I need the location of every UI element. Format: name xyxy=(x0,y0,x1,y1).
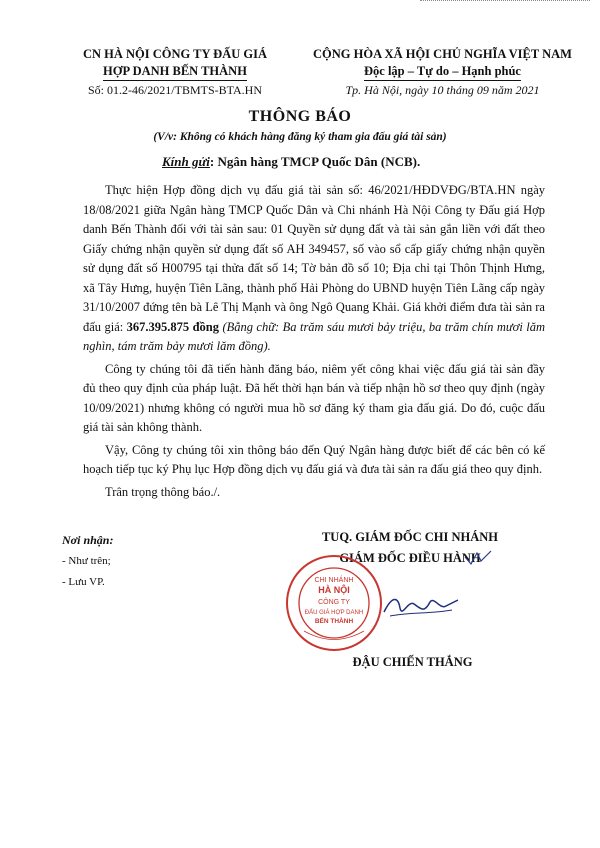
paragraph-3: Vậy, Công ty chúng tôi xin thông báo đến Quý Ngân hàng được biết để các bên có kế hoạch tiếp tục ký Phụ lục Hợp đồng dịch vụ đấu giá và đưa tài sản ra đấu giá theo quy định. xyxy=(83,442,545,476)
recipient-item: - Lưu VP. xyxy=(62,576,105,588)
initial-check-mark xyxy=(463,549,493,567)
paragraph-2: Công ty chúng tôi đã tiến hành đăng báo, niêm yết công khai việc đấu giá tài sản đầy đủ theo quy định của pháp luật. Đã hết thời hạn bán và tiếp nhận hồ sơ theo quy định (ngày 10/09/2021) nhưng không có người mua hồ sơ đăng ký tham gia đấu giá. Do đó, cuộc đấu giá tài sản không thành. xyxy=(83,361,545,434)
starting-price: 367.395.875 đồng xyxy=(126,319,220,334)
paragraph-4: Trân trọng thông báo./. xyxy=(105,484,221,499)
signature-position: GIÁM ĐỐC ĐIỀU HÀNH xyxy=(339,551,481,565)
seal-line-2: HÀ NỘI xyxy=(318,585,350,595)
company-seal xyxy=(284,553,384,653)
seal-line-5: BẾN THÀNH xyxy=(314,618,354,625)
greeting-recipient: : Ngân hàng TMCP Quốc Dân (NCB). xyxy=(209,154,421,169)
issue-date: Tp. Hà Nội, ngày 10 tháng 09 năm 2021 xyxy=(345,83,540,97)
document-title: THÔNG BÁO xyxy=(248,108,352,125)
header-right xyxy=(300,46,585,99)
recipient-item: - Như trên; xyxy=(62,555,111,567)
handwritten-signature xyxy=(380,590,460,622)
document-number: Số: 01.2-46/2021/TBMTS-BTA.HN xyxy=(87,83,263,97)
seal-line-3: CÔNG TY xyxy=(318,599,350,606)
seal-line-1: CHI NHÁNH xyxy=(314,577,354,584)
recipients-heading: Nơi nhận: xyxy=(62,533,114,547)
price-in-words: (Bằng chữ: Ba trăm sáu mươi bảy triệu, ba trăm chín mươi lăm nghìn, tám trăm bảy mươi lăm đồng). xyxy=(83,319,546,353)
signature-authority: TUQ. GIÁM ĐỐC CHI NHÁNH xyxy=(321,530,499,544)
nation-motto: Độc lập – Tự do – Hạnh phúc xyxy=(364,63,521,81)
body xyxy=(83,181,545,505)
paragraph-1 xyxy=(83,181,545,357)
greeting xyxy=(162,154,420,170)
top-edge-dots xyxy=(420,0,590,5)
nation-title: CỘNG HÒA XÃ HỘI CHỦ NGHĨA VIỆT NAM xyxy=(313,47,572,61)
recipients-block xyxy=(62,530,113,593)
document-subject: (V/v: Không có khách hàng đăng ký tham gia đấu giá tài sản) xyxy=(153,131,447,143)
paragraph-1-text: Thực hiện Hợp đồng dịch vụ đấu giá tài sản số: 46/2021/HĐDVĐG/BTA.HN ngày 18/08/2021 giữa Ngân hàng TMCP Quốc Dân và Chi nhánh Hà Nội Công ty Đấu giá Hợp danh Bến Thành đối với tài sản sau: 01 Quyền sử dụng đất và tài sản gắn liền với đất theo Giấy chứng nhận quyền sử dụng đất số AH 349457, số vào sổ cấp giấy chứng nhận quyền sử dụng đất số H00795 tại thửa đất số 14; Tờ bản đồ số 10; Địa chỉ tại Thôn Thịnh Hưng, xã Tây Hưng, huyện Tiên Lãng, thành phố Hải Phòng do UBND huyện Tiên Lãng cấp ngày 31/10/2007 đứng tên bà Lê Thị Mạnh và ông Ngô Quang Khải. Giá khởi điểm đưa tài sản ra đấu giá: xyxy=(83,183,545,334)
signer-name: ĐẬU CHIẾN THẮNG xyxy=(352,655,473,669)
header-left xyxy=(50,46,300,99)
seal-line-4: ĐẤU GIÁ HỢP DANH xyxy=(304,610,364,616)
greeting-label: Kính gửi xyxy=(162,154,210,169)
org-line-2: HỢP DANH BẾN THÀNH xyxy=(103,63,247,81)
org-line-1: CN HÀ NỘI CÔNG TY ĐẤU GIÁ xyxy=(82,47,268,61)
